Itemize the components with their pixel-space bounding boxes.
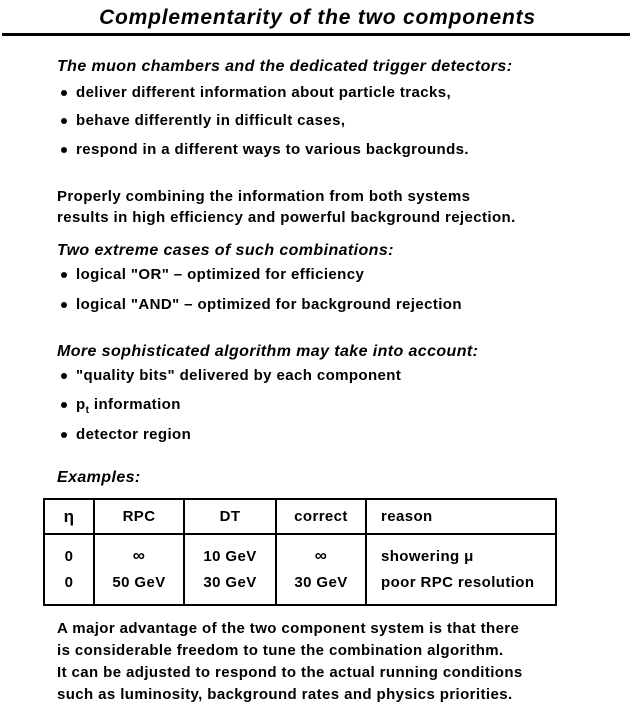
list-item — [61, 396, 181, 416]
intro-heading: The muon chambers and the dedicated trigger detectors: — [57, 58, 513, 75]
table-cell: showering μ — [366, 534, 556, 569]
title-divider — [2, 33, 630, 36]
paragraph-line: such as luminosity, background rates and physics priorities. — [57, 686, 513, 703]
bullet-icon — [61, 90, 67, 96]
paragraph-line: It can be adjusted to respond to the actual running conditions — [57, 664, 523, 681]
list-item-label: logical "OR" – optimized for efficiency — [76, 266, 365, 283]
list-item — [61, 112, 345, 129]
table-cell: 10 GeV — [184, 534, 276, 569]
table-row — [44, 534, 556, 569]
list-item-label: logical "AND" – optimized for background rejection — [76, 296, 462, 313]
table-header-row — [44, 499, 556, 534]
column-header-reason: reason — [366, 499, 556, 534]
column-header-correct: correct — [276, 499, 366, 534]
pt-symbol: p — [76, 396, 86, 413]
list-item — [61, 141, 469, 158]
bullet-icon — [61, 302, 67, 308]
bullet-icon — [61, 147, 67, 153]
table-cell: 0 — [64, 573, 74, 591]
list-item-label: detector region — [76, 426, 192, 443]
list-item — [61, 84, 451, 101]
table-cell: ∞ — [276, 534, 366, 569]
table-cell: 30 GeV — [276, 569, 366, 605]
list-item — [61, 367, 401, 384]
list-item-label: behave differently in difficult cases, — [76, 112, 346, 129]
list-item — [61, 426, 191, 443]
table-row — [44, 569, 556, 605]
paragraph-line: results in high efficiency and powerful background rejection. — [57, 209, 516, 226]
table-cell: ∞ — [94, 534, 184, 569]
pt-text: information — [89, 396, 181, 413]
algorithm-heading: More sophisticated algorithm may take into account: — [57, 343, 479, 360]
column-header-dt: DT — [184, 499, 276, 534]
paragraph-line: A major advantage of the two component system is that there — [57, 620, 520, 637]
list-item-label: "quality bits" delivered by each component — [76, 367, 402, 384]
pt-subscript: t — [85, 405, 90, 416]
examples-table — [43, 498, 557, 606]
bullet-icon — [61, 373, 67, 379]
list-item-label: deliver different information about particle tracks, — [76, 84, 452, 101]
column-header-eta: η — [44, 499, 94, 534]
paragraph-line: Properly combining the information from both systems — [57, 188, 471, 205]
conclusion-paragraph — [57, 618, 523, 706]
bullet-icon — [61, 118, 67, 124]
paragraph-line: is considerable freedom to tune the combination algorithm. — [57, 642, 504, 659]
table-cell: 50 GeV — [94, 569, 184, 605]
list-item — [61, 296, 462, 313]
bullet-icon — [61, 272, 67, 278]
examples-heading: Examples: — [57, 469, 141, 486]
column-header-rpc: RPC — [94, 499, 184, 534]
table-cell: poor RPC resolution — [366, 569, 556, 605]
table-cell: 30 GeV — [184, 569, 276, 605]
list-item-label: respond in a different ways to various backgrounds. — [76, 141, 469, 158]
table-cell: 0 — [64, 547, 74, 565]
extremes-heading: Two extreme cases of such combinations: — [57, 242, 394, 259]
list-item-label — [76, 396, 181, 416]
list-item — [61, 266, 364, 283]
combining-paragraph — [57, 186, 516, 228]
page-title: Complementarity of the two components — [99, 6, 536, 29]
bullet-icon — [61, 432, 67, 438]
bullet-icon — [61, 402, 67, 408]
